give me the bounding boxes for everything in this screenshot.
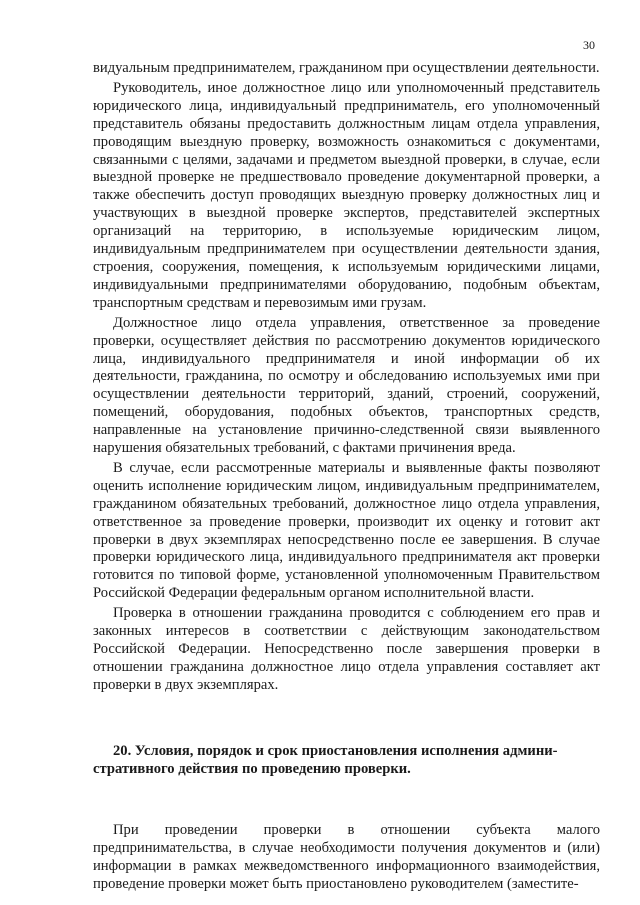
paragraph-assessment: В случае, если рассмотренные материалы и выявленные факты позволяют оценить исполнение юридическим лицом, индивидуальным предпринимателем, гражданином обязательных требований, должностное лицо отдела управления, ответственное за проведение проверки, производит их оценку и готовит акт проверки в двух экземплярах непосредственно после ее завершения. В случае проверки юридического лица, индивидуального предпринимателя акт проверки готовится по типовой форме, установленной уполномоченным Правительством Российской Федерации федеральным органом исполнительной власти. <box>93 459 600 602</box>
section-heading-line1: 20. Условия, порядок и срок приостановления исполнения админи- <box>113 743 558 759</box>
page-number: 30 <box>583 38 595 52</box>
body-text-upper <box>93 60 600 697</box>
paragraph-continuation: видуальным предпринимателем, гражданином при осуществлении деятельности. <box>93 60 600 76</box>
paragraph-suspension: При проведении проверки в отношении субъекта малого предпринимательства, в случае необходимости получения документов и (или) информации в рамках межведомственного информационного взаимодействия, проведение проверки может быть приостановлено руководителем (заместите- <box>93 822 600 892</box>
body-text-lower <box>93 822 600 896</box>
paragraph-obligations: Руководитель, иное должностное лицо или уполномоченный представитель юридического лица, индивидуальный предприниматель, его уполномоченный представитель обязаны предоставить должностным лицам отдела управления, проводящим выездную проверку, возможность ознакомиться с документами, связанными с целями, задачами и предметом выездной проверки, в случае, если выездной проверке не предшествовало проведение документарной проверки, а также обеспечить доступ проводящих выездную проверку должностных лиц и участвующих в выездной проверке экспертов, представителей экспертных организаций на территорию, в используемые юридическим лицом, индивидуальным предпринимателем при осуществлении деятельности здания, строения, сооружения, помещения, к используемым юридическими лицами, индивидуальными предпринимателями оборудованию, подобным объектам, транспортным средствам и перевозимым ими грузам. <box>93 79 600 311</box>
section-heading-line2: стративного действия по проведению проверки. <box>93 761 411 777</box>
paragraph-official-actions: Должностное лицо отдела управления, ответственное за проведение проверки, осуществляет действия по рассмотрению документов юридического лица, индивидуального предпринимателя и иной информации об их деятельности, гражданина, по осмотру и обследованию используемых ими при осуществлении деятельности территорий, зданий, строений, сооружений, помещений, оборудования, подобных объектов, транспортных средств, направленные на установление причинно-следственной связи выявленного нарушения обязательных требований, с фактами причинения вреда. <box>93 314 600 457</box>
paragraph-citizen-check: Проверка в отношении гражданина проводится с соблюдением его прав и законных интересов в соответствии с действующим законодательством Российской Федерации. Непосредственно после завершения проверки в отношении гражданина должностное лицо отдела управления составляет акт проверки в двух экземплярах. <box>93 605 600 693</box>
section-heading <box>93 742 603 778</box>
